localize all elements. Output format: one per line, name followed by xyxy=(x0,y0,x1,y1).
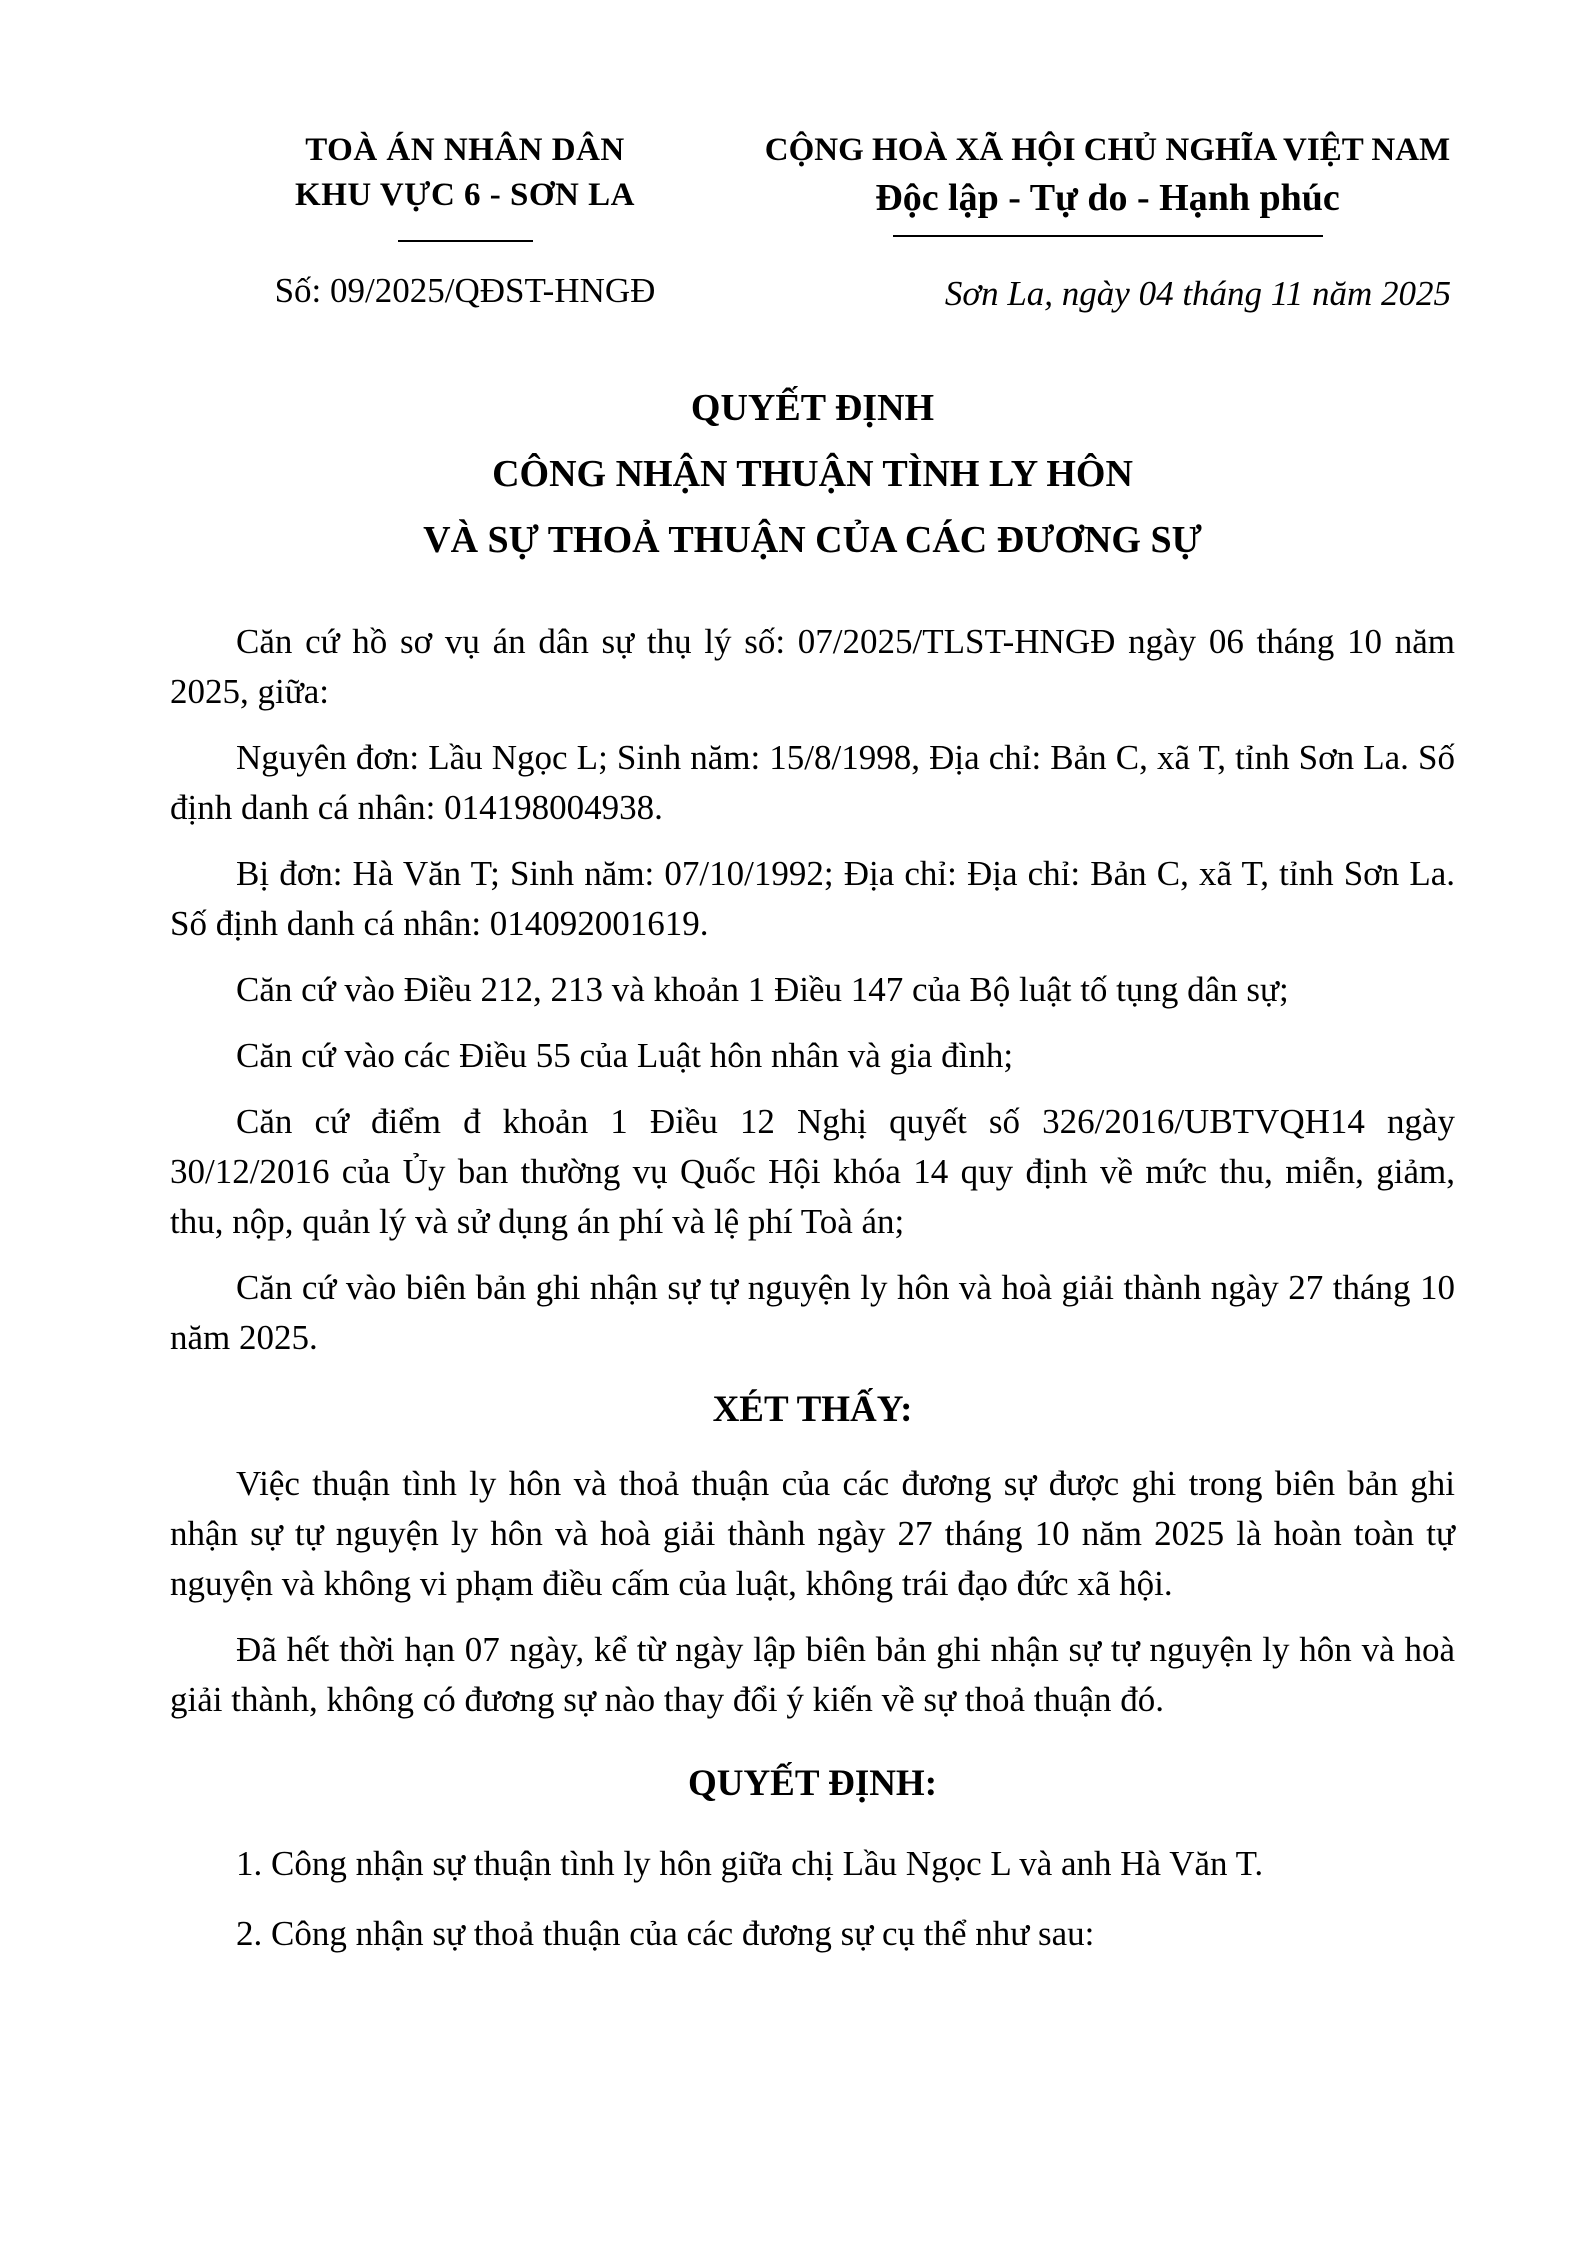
court-name: TOÀ ÁN NHÂN DÂN xyxy=(305,132,625,168)
finding-paragraph: Đã hết thời hạn 07 ngày, kể từ ngày lập biên bản ghi nhận sự tự nguyện ly hôn và hoà giải thành, không có đương sự nào thay đổi ý kiến về sự thoả thuận đó. xyxy=(170,1630,1455,1719)
place-date-line: Sơn La, ngày 04 tháng 11 năm 2025 xyxy=(944,274,1451,313)
legal-basis-paragraph: Căn cứ điểm đ khoản 1 Điều 12 Nghị quyết số 326/2016/UBTVQH14 ngày 30/12/2016 của Ủy ban thường vụ Quốc Hội khóa 14 quy định về mức thu, miễn, giảm, thu, nộp, quản lý và sử dụng án phí và lệ phí Toà án; xyxy=(170,1102,1455,1241)
legal-basis-paragraph: Căn cứ vào biên bản ghi nhận sự tự nguyện ly hôn và hoà giải thành ngày 27 tháng 10 năm 2025. xyxy=(170,1268,1455,1357)
document-header xyxy=(170,128,1455,317)
finding-paragraph: Việc thuận tình ly hôn và thoả thuận của các đương sự được ghi trong biên bản ghi nhận sự tự nguyện ly hôn và hoà giải thành ngày 27 tháng 10 năm 2025 là hoàn toàn tự nguyện và không vi phạm điều cấm của luật, không trái đạo đức xã hội. xyxy=(170,1464,1455,1603)
motto-divider xyxy=(893,235,1323,237)
document-number: Số: 09/2025/QĐST-HNGĐ xyxy=(274,271,656,310)
court-region: KHU VỰC 6 - SƠN LA xyxy=(295,177,635,213)
decision-title-line-3: VÀ SỰ THOẢ THUẬN CỦA CÁC ĐƯƠNG SỰ xyxy=(423,519,1202,561)
legal-basis-paragraph: Căn cứ vào Điều 212, 213 và khoản 1 Điều 147 của Bộ luật tố tụng dân sự; xyxy=(236,970,1289,1009)
national-motto-block xyxy=(760,128,1455,317)
decision-title xyxy=(170,375,1455,573)
defendant-paragraph: Bị đơn: Hà Văn T; Sinh năm: 07/10/1992; Địa chỉ: Địa chỉ: Bản C, xã T, tỉnh Sơn La. Số định danh cá nhân: 014092001619. xyxy=(170,854,1455,943)
intro-paragraph: Căn cứ hồ sơ vụ án dân sự thụ lý số: 07/2025/TLST-HNGĐ ngày 06 tháng 10 năm 2025, giữa: xyxy=(170,622,1455,711)
plaintiff-paragraph: Nguyên đơn: Lầu Ngọc L; Sinh năm: 15/8/1998, Địa chỉ: Bản C, xã T, tỉnh Sơn La. Số định danh cá nhân: 014198004938. xyxy=(170,738,1455,827)
decision-title-line-1: QUYẾT ĐỊNH xyxy=(690,387,935,429)
decision-item: 2. Công nhận sự thoả thuận của các đương sự cụ thể như sau: xyxy=(236,1914,1095,1953)
document-body xyxy=(170,617,1455,1959)
section-heading-xet-thay: XÉT THẤY: xyxy=(712,1389,913,1430)
national-motto-line2: Độc lập - Tự do - Hạnh phúc xyxy=(875,177,1340,219)
court-block xyxy=(170,128,760,314)
court-divider xyxy=(398,240,533,242)
section-heading-quyet-dinh: QUYẾT ĐỊNH: xyxy=(687,1763,938,1804)
decision-item: 1. Công nhận sự thuận tình ly hôn giữa chị Lầu Ngọc L và anh Hà Văn T. xyxy=(236,1844,1264,1883)
legal-basis-paragraph: Căn cứ vào các Điều 55 của Luật hôn nhân và gia đình; xyxy=(236,1036,1014,1075)
decision-title-line-2: CÔNG NHẬN THUẬN TÌNH LY HÔN xyxy=(492,453,1133,495)
national-motto-line1: CỘNG HOÀ XÃ HỘI CHỦ NGHĨA VIỆT NAM xyxy=(764,132,1451,168)
